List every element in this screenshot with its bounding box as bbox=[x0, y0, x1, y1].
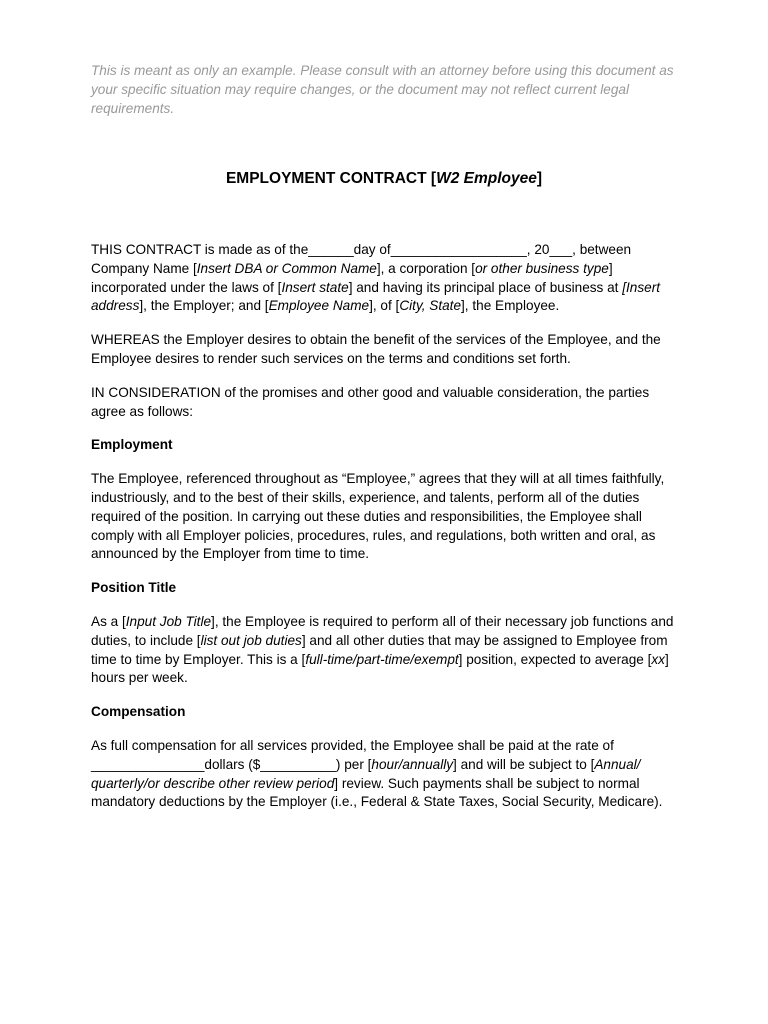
disclaimer: This is meant as only an example. Please consult with an attorney before using this document as your specific situation may require changes, or the document may not reflect current legal requirements. bbox=[91, 63, 674, 116]
employment-heading: Employment bbox=[91, 437, 173, 453]
title-end: ] bbox=[536, 170, 543, 187]
position-title-heading: Position Title bbox=[91, 580, 177, 596]
consideration-paragraph: IN CONSIDERATION of the promises and other good and valuable consideration, the parties agree as follows: bbox=[91, 384, 650, 419]
compensation-paragraph: As full compensation for all services provided, the Employee shall be paid at the rate of _______________dollars ($__________) per [hour/annually] and will be subject to [Annual/ quarterly/or describe other review period] review. Such payments shall be subject to normal mandatory deductions by the Employer (i.e., Federal & State Taxes, Social Security, Medicare). bbox=[91, 737, 663, 810]
title-text: EMPLOYMENT CONTRACT [ bbox=[225, 170, 437, 187]
page-title bbox=[0, 170, 768, 188]
employment-paragraph: The Employee, referenced throughout as “Employee,” agrees that they will at all times faithfully, industriously, and to the best of their skills, experience, and talents, perform all of the duties required of the position. In carrying out these duties and responsibilities, the Employee shall comply with all Employer policies, procedures, rules, and regulations, both written and oral, as announced by the Employer from time to time. bbox=[91, 471, 665, 562]
position-paragraph: As a [Input Job Title], the Employee is required to perform all of their necessary job functions and duties, to include [list out job duties] and all other duties that may be assigned to Employee from time to time by Employer. This is a [full-time/part-time/exempt] position, expected to average [xx] hours per week. bbox=[91, 613, 674, 686]
contract-body bbox=[91, 241, 686, 827]
intro-paragraph: THIS CONTRACT is made as of the______day of__________________, 20___, between Company Name [Insert DBA or Common Name], a corporation [or other business type] incorporated under the laws of [Insert state] and having its principal place of business at [Insert address], the Employer; and [Employee Name], of [City, State], the Employee. bbox=[91, 242, 661, 314]
whereas-paragraph: WHEREAS the Employer desires to obtain the benefit of the services of the Employee, and the Employee desires to render such services on the terms and conditions set forth. bbox=[91, 332, 661, 366]
compensation-heading: Compensation bbox=[91, 704, 186, 720]
title-italic: W2 Employee bbox=[436, 170, 537, 187]
